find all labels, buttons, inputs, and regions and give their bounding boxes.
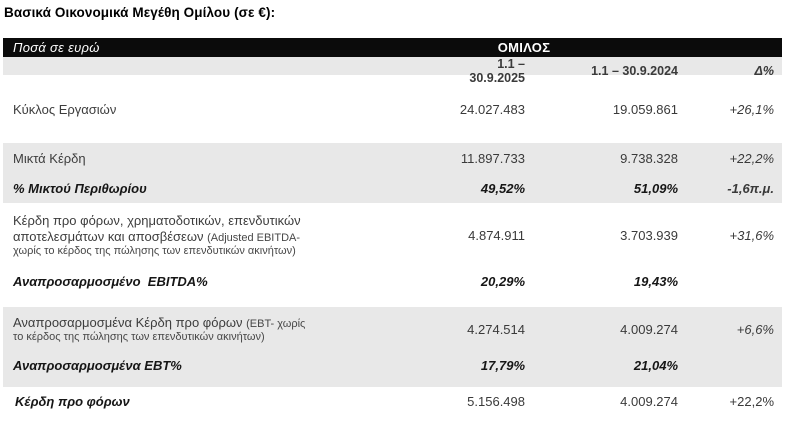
value-2025: 11.897.733 (460, 150, 525, 166)
adjusted-ebitda-block (3, 203, 782, 307)
label-line-1 (13, 315, 440, 331)
financials-table (3, 38, 782, 415)
label-line-2-main: αποτελεσμάτων και αποσβέσεων (13, 228, 208, 244)
row-label (3, 315, 440, 344)
table-row-gross-margin (3, 173, 782, 203)
group-title: ΟΜΙΛΟΣ (497, 40, 551, 55)
row-label: Αναπροσαρμοσμένο EBITDA% (13, 273, 208, 289)
value-2024: 19,43% (633, 273, 678, 289)
value-2025: 17,79% (480, 357, 525, 373)
value-2024: 51,09% (633, 180, 678, 196)
delta-header: Δ% (754, 64, 774, 78)
value-2024: 3.703.939 (620, 227, 678, 243)
row-label (3, 213, 440, 258)
adjusted-ebt-block (3, 307, 782, 387)
value-delta: +31,6% (729, 227, 774, 243)
value-2025: 5.156.498 (467, 393, 525, 409)
table-row-adjusted-ebt-margin (3, 351, 782, 379)
gross-profit-block (3, 143, 782, 203)
value-2025: 49,52% (480, 180, 525, 196)
row-label: Κέρδη προ φόρων (15, 393, 130, 409)
value-delta: -1,6π.μ. (727, 180, 774, 196)
label-line-1-main: Αναπροσαρμοσμένα Κέρδη προ φόρων (13, 314, 247, 330)
table-row-profit-before-tax (3, 387, 782, 415)
amounts-unit-label: Ποσά σε ευρώ (13, 40, 100, 55)
label-line-1: Κέρδη προ φόρων, χρηματοδοτικών, επενδυτικών (13, 212, 301, 228)
value-2025: 4.874.911 (468, 227, 525, 243)
row-label: Αναπροσαρμοσμένα EBT% (13, 357, 182, 373)
row-label: % Μικτού Περιθωρίου (13, 180, 147, 196)
table-row-adjusted-ebitda (3, 203, 782, 267)
label-note-inline: (Adjusted EBITDA- (207, 231, 301, 244)
table-row-adjusted-ebt (3, 307, 782, 351)
table-row-revenue (3, 75, 782, 143)
value-2024: 9.738.328 (620, 150, 678, 166)
page (0, 5, 792, 415)
value-2025: 4.274.514 (467, 321, 525, 337)
row-label: Μικτά Κέρδη (13, 150, 86, 166)
value-delta: +22,2% (729, 393, 774, 409)
value-delta: +22,2% (729, 150, 774, 166)
table-row-adjusted-ebitda-margin (3, 267, 782, 295)
value-delta: +26,1% (729, 101, 774, 117)
value-delta: +6,6% (736, 321, 774, 337)
row-label: Κύκλος Εργασιών (13, 101, 117, 117)
period-header-row (3, 57, 782, 85)
value-2024: 19.059.861 (612, 101, 678, 117)
label-note-line: το κέρδος της πώλησης των επενδυτικών ακινήτων) (13, 330, 265, 343)
label-line-2 (13, 229, 440, 245)
period-2024-header: 1.1 – 30.9.2024 (591, 64, 678, 78)
table-header-bar (3, 38, 782, 57)
label-note-line: χωρίς το κέρδος της πώλησης των επενδυτικών ακινήτων) (13, 244, 296, 257)
value-2025: 20,29% (480, 273, 525, 289)
label-note-inline: (EBT- χωρίς (246, 317, 306, 330)
value-2025: 24.027.483 (459, 101, 525, 117)
value-2024: 4.009.274 (620, 321, 678, 337)
table-row-gross-profit (3, 143, 782, 173)
value-2024: 21,04% (633, 357, 678, 373)
page-title: Βασικά Οικονομικά Μεγέθη Ομίλου (σε €): (4, 5, 276, 20)
period-2025-header: 1.1 – 30.9.2025 (469, 57, 525, 85)
value-2024: 4.009.274 (620, 393, 678, 409)
